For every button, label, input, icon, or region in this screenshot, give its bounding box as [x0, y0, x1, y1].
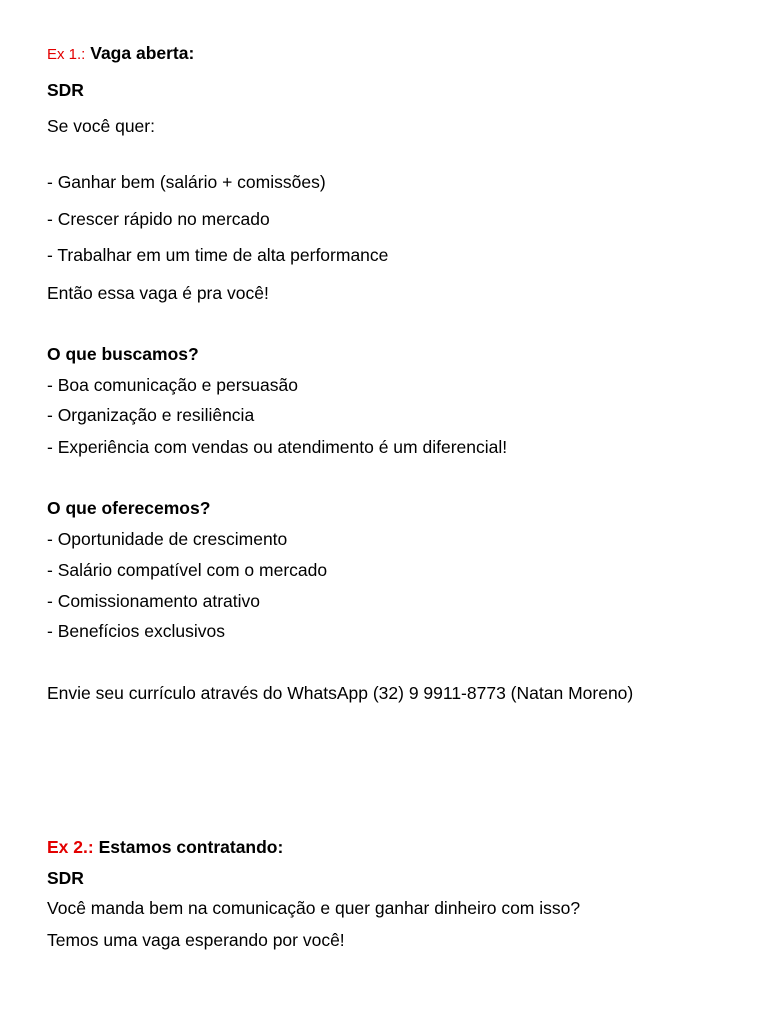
ex1-seek-item: - Boa comunicação e persuasão: [47, 375, 298, 395]
ex1-seek-heading: O que buscamos?: [47, 344, 199, 364]
ex1-contact: Envie seu currículo através do WhatsApp (32) 9 9911-8773 (Natan Moreno): [47, 683, 634, 703]
ex1-offer-item: - Comissionamento atrativo: [47, 591, 260, 611]
ex1-want-item: - Crescer rápido no mercado: [47, 209, 270, 229]
ex1-offer-item: - Salário compatível com o mercado: [47, 560, 328, 580]
ex1-offer-item: - Oportunidade de crescimento: [47, 529, 288, 549]
ex1-want-item: - Ganhar bem (salário + comissões): [47, 172, 326, 192]
ex2-line: Você manda bem na comunicação e quer ganhar dinheiro com isso?: [47, 898, 581, 918]
ex2-heading: [47, 836, 283, 858]
ex1-offer-item: - Benefícios exclusivos: [47, 621, 225, 641]
ex1-intro: Se você quer:: [47, 116, 155, 136]
ex1-closing: Então essa vaga é pra você!: [47, 283, 269, 303]
ex1-role: SDR: [47, 80, 84, 100]
ex1-seek-item: - Organização e resiliência: [47, 405, 255, 425]
ex2-role: SDR: [47, 868, 84, 888]
ex1-offer-heading: O que oferecemos?: [47, 498, 211, 518]
ex1-seek-item: - Experiência com vendas ou atendimento é um diferencial!: [47, 437, 508, 457]
ex1-heading: [47, 42, 194, 66]
ex2-line: Temos uma vaga esperando por você!: [47, 930, 345, 950]
ex1-title: Vaga aberta:: [90, 43, 195, 63]
ex2-label: Ex 2.:: [47, 837, 94, 857]
ex1-want-item: - Trabalhar em um time de alta performance: [47, 245, 389, 265]
ex2-title: Estamos contratando:: [98, 837, 284, 857]
ex1-label: Ex 1.:: [47, 46, 86, 63]
